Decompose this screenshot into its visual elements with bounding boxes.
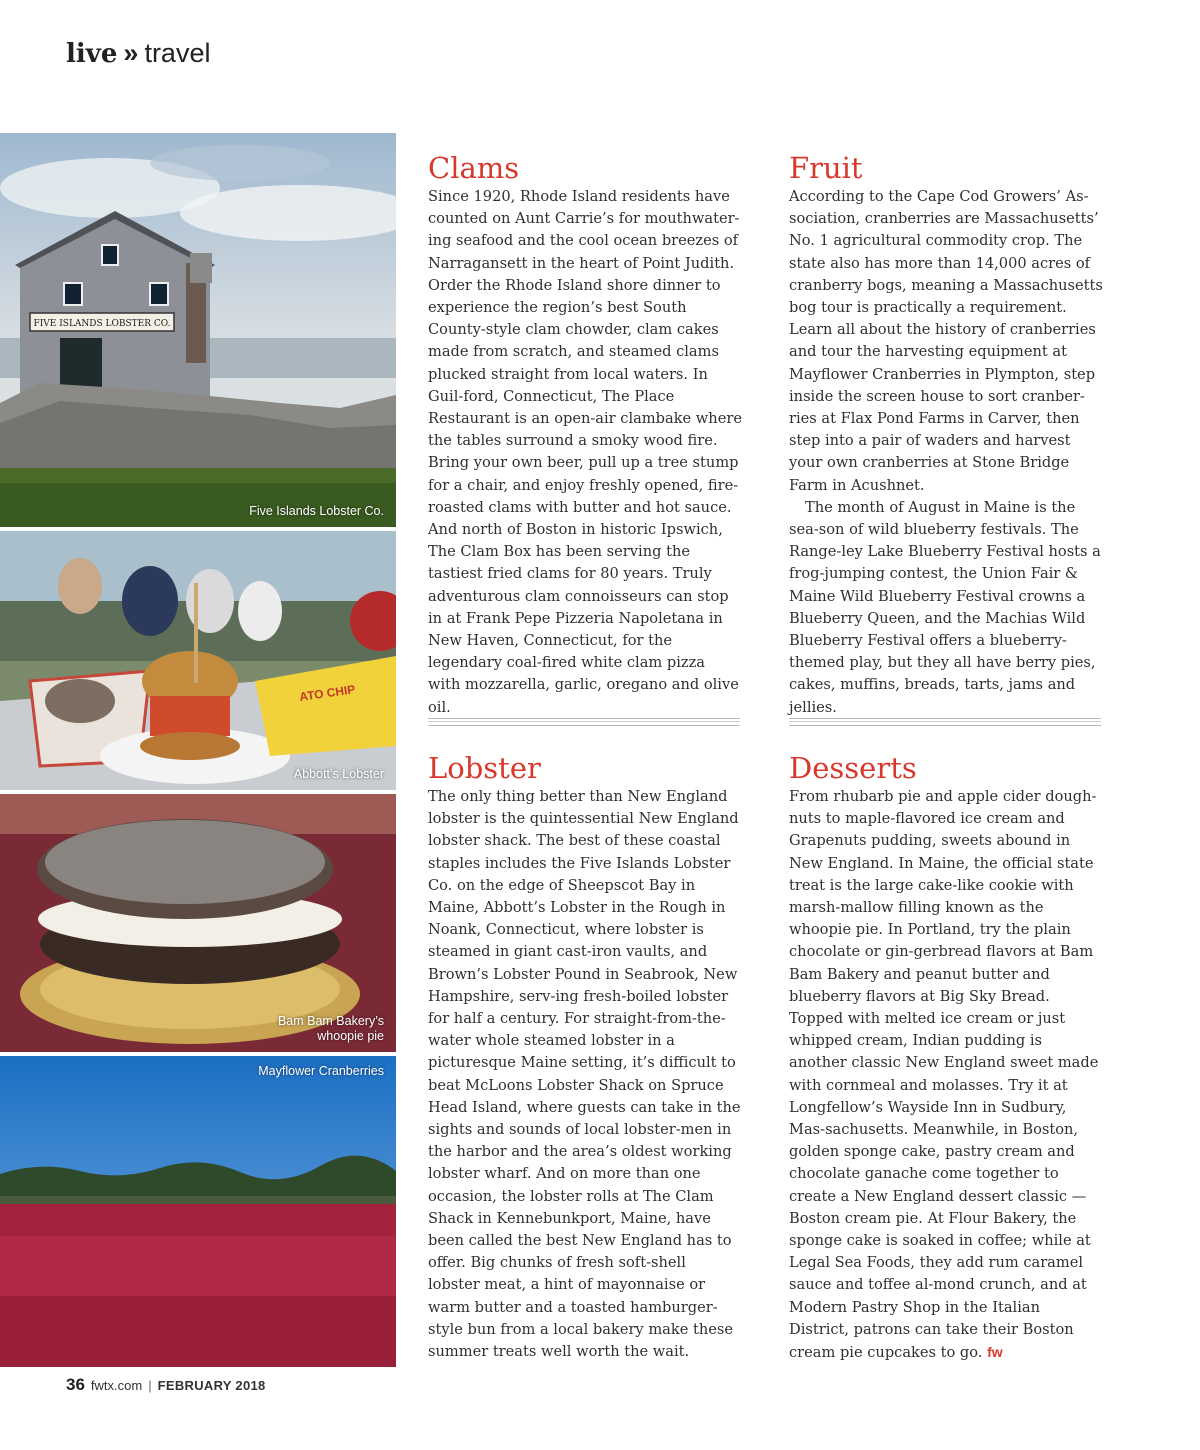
chip-bag-text: ATO CHIP (298, 682, 357, 704)
article-desserts (789, 752, 1103, 1364)
caption-line-1: Bam Bam Bakery’s (277, 1014, 384, 1028)
page-number: 36 (66, 1375, 85, 1394)
issue-date: FEBRUARY 2018 (157, 1378, 266, 1393)
page-footer (66, 1375, 266, 1395)
article-title: Clams (428, 151, 520, 185)
divider-rule (428, 718, 740, 726)
section-label: live (66, 39, 118, 69)
photo-abbotts (0, 531, 396, 790)
article-clams (428, 152, 742, 719)
photo-caption: Five Islands Lobster Co. (249, 504, 384, 518)
subsection-label: travel (144, 38, 211, 68)
article-title: Desserts (789, 751, 917, 785)
lobster-shack-image (0, 133, 396, 527)
article-body (789, 786, 1103, 1364)
divider-rule (789, 718, 1101, 726)
photo-whoopie-pie (0, 794, 396, 1052)
lobster-roll-image (0, 531, 396, 790)
article-title: Fruit (789, 151, 863, 185)
photo-caption: Mayflower Cranberries (258, 1064, 384, 1078)
footer-divider: | (148, 1378, 152, 1393)
caption-line-2: whoopie pie (317, 1029, 384, 1043)
section-separator: » (123, 38, 139, 68)
site-url: fwtx.com (90, 1378, 143, 1393)
article-body-text: From rhubarb pie and apple cider dough-nuts to maple-flavored ice cream and Grapenuts pudding, sweets abound in New England. In Maine, the official state treat is the large cake-like cookie with marsh-mallow filling known as the whoopie pie. In Portland, try the plain chocolate or gin-gerbread flavors at Bam Bam Bakery and peanut butter and blueberry flavors at Big Sky Bread. Topped with melted ice cream or just whipped cream, Indian pudding is another classic New England sweet made with cornmeal and molasses. Try it at Longfellow’s Wayside Inn in Sudbury, Mas-sachusetts. Meanwhile, in Boston, golden sponge cake, pastry cream and chocolate ganache come together to create a New England dessert classic — Boston cream pie. At Flour Bakery, the sponge cake is soaked in coffee; while at Legal Sea Foods, they add rum caramel sauce and toffee al-mond crunch, and at Modern Pastry Shop in the Italian District, patrons can take their Boston cream pie cupcakes to go. (789, 788, 1099, 1362)
article-lobster (428, 752, 742, 1363)
article-body-2: The month of August in Maine is the sea-son of wild blueberry festivals. The Range-ley Lake Blueberry Festival hosts a frog-jumping contest, the Union Fair & Maine Wild Blueberry Festival crowns a Blueberry Queen, and the Machias Wild Blueberry Festival offers a blueberry-themed play, but they all have berry pies, cakes, muffins, breads, tarts, jams and jellies. (789, 498, 1101, 716)
section-header (66, 38, 210, 69)
article-body: The only thing better than New England lobster is the quintessential New England lobster shack. The best of these coastal staples includes the Five Islands Lobster Co. on the edge of Sheepscot Bay in Maine, Abbott’s Lobster in the Rough in Noank, Connecticut, where lobster is steamed in giant cast-iron vaults, and Brown’s Lobster Pound in Seabrook, New Hampshire, serv-ing fresh-boiled lobster for half a century. For straight-from-the-water whole steamed lobster in a picturesque Maine setting, it’s difficult to beat McLoons Lobster Shack on Spruce Head Island, where guests can take in the sights and sounds of local lobster-men in the harbor and the area’s oldest working lobster wharf. And on more than one occasion, the lobster rolls at The Clam Shack in Kennebunkport, Maine, have been called the best New England has to offer. Big chunks of fresh soft-shell lobster meat, a hint of mayonnaise or warm butter and a toasted hamburger-style bun from a local bakery make these summer treats well worth the wait. (428, 788, 741, 1361)
photo-five-islands (0, 133, 396, 527)
end-mark: fw (987, 1344, 1003, 1361)
photo-caption: Abbott’s Lobster (293, 767, 384, 781)
sign-text: FIVE ISLANDS LOBSTER CO. (33, 319, 171, 329)
photo-caption (278, 1014, 384, 1044)
article-fruit (789, 152, 1103, 719)
cranberry-bog-image (0, 1056, 396, 1367)
article-body: Since 1920, Rhode Island residents have counted on Aunt Carrie’s for mouthwater-ing seafood and the cool ocean breezes of Narragansett in the heart of Point Judith. Order the Rhode Island shore dinner to experience the region’s best South County-style clam chowder, clam cakes made from scratch, and steamed clams plucked straight from local waters. In Guil-ford, Connecticut, The Place Restaurant is an open-air clambake where the tables surround a smoky wood fire. Bring your own beer, pull up a tree stump for a chair, and enjoy freshly opened, fire-roasted clams with butter and hot sauce. And north of Boston in historic Ipswich, The Clam Box has been serving the tastiest fried clams for 80 years. Truly adventurous clam connoisseurs can stop in at Frank Pepe Pizzeria Napoletana in New Haven, Connecticut, for the legendary coal-fired white clam pizza with mozzarella, garlic, oregano and olive oil. (428, 188, 742, 716)
article-body-1: According to the Cape Cod Growers’ As-sociation, cranberries are Massachusetts’ No. 1 agricultural commodity crop. The state also has more than 14,000 acres of cranberry bogs, meaning a Massachusetts bog tour is practically a requirement. Learn all about the history of cranberries and tour the harvesting equipment at Mayflower Cranberries in Plympton, step inside the screen house to sort cranber-ries at Flax Pond Farms in Carver, then step into a pair of waders and harvest your own cranberries at Stone Bridge Farm in Acushnet. (789, 188, 1103, 494)
photo-cranberries (0, 1056, 396, 1367)
article-title: Lobster (428, 751, 541, 785)
